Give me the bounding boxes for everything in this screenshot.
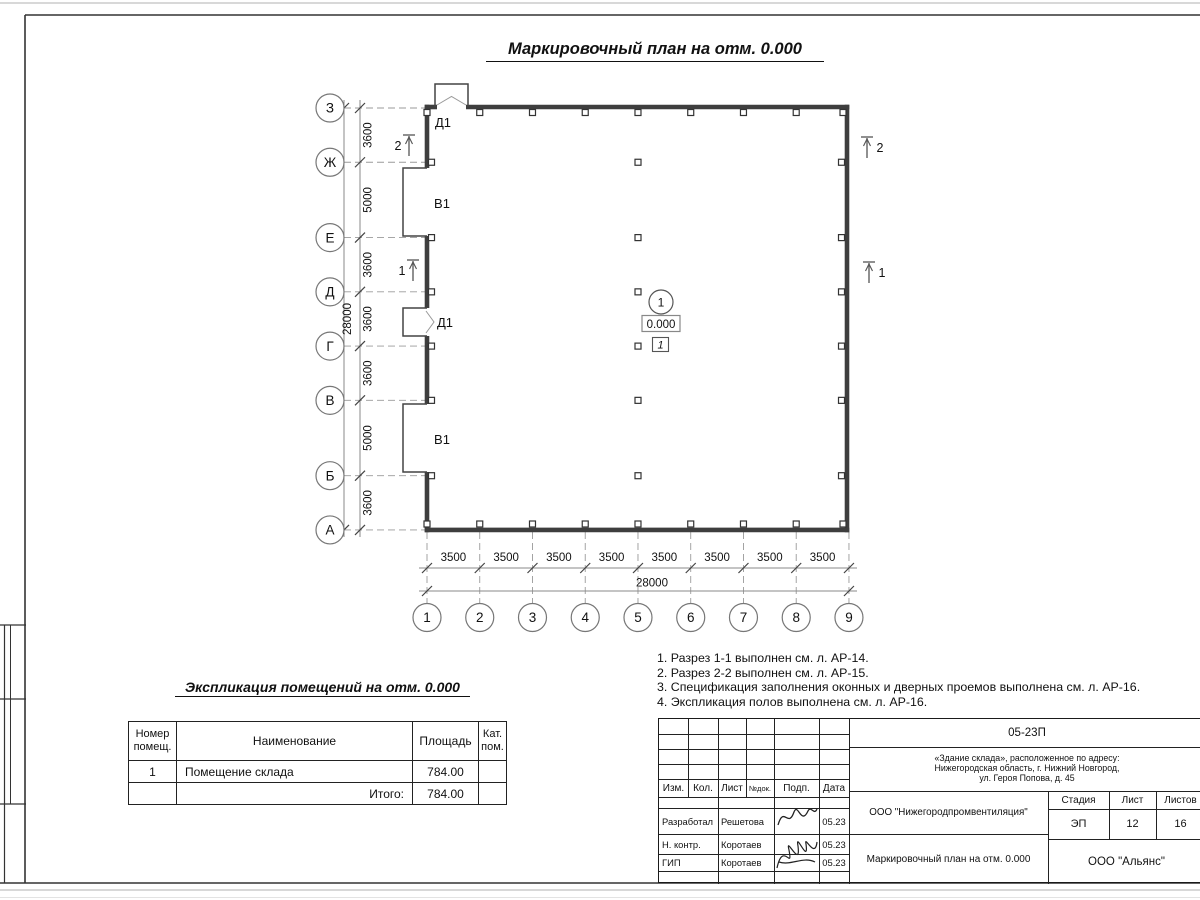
column-marker — [839, 289, 845, 295]
note-line: 1. Разрез 1-1 выполнен см. л. АР-14. — [657, 651, 869, 665]
column-marker — [635, 289, 641, 295]
schedule-header-area: Площадь — [413, 722, 479, 761]
plan-title: Маркировочный план на отм. 0.000 — [486, 40, 824, 62]
dimension-label: 3500 — [493, 552, 519, 564]
schedule-header-name: Наименование — [177, 722, 413, 761]
column-marker — [429, 397, 435, 403]
column-marker — [839, 159, 845, 165]
staff-name-gip: Коротаев — [721, 857, 762, 868]
room-schedule-table — [128, 721, 507, 805]
dimension-label: 3500 — [598, 552, 625, 564]
project-address: «Здание склада», расположенное по адресу: Нижегородская область, г. Нижний Новгород, ул. Героя Попова, д. 45 — [934, 753, 1120, 783]
opening-recess — [403, 404, 427, 472]
column-marker — [424, 110, 430, 116]
column-marker — [582, 110, 588, 116]
table-row — [129, 761, 507, 783]
opening-label: В1 — [434, 432, 450, 447]
door-leader — [437, 97, 466, 106]
total-area-cell: 784.00 — [413, 783, 479, 805]
rev-header-podp: Подп. — [783, 782, 810, 794]
opening-label: Д1 — [434, 115, 452, 130]
column-marker — [839, 343, 845, 349]
column-marker — [429, 473, 435, 479]
col-axis-label: 2 — [475, 610, 484, 625]
doc-title: Маркировочный план на отм. 0.000 — [866, 853, 1031, 865]
section-mark-label: 1 — [398, 264, 406, 278]
row-axis-label: Е — [325, 230, 335, 246]
stage-header: Стадия — [1061, 794, 1096, 806]
column-marker — [477, 521, 483, 527]
dimension-label: 3500 — [704, 552, 730, 564]
column-marker — [635, 521, 641, 527]
room-category-cell — [479, 761, 507, 783]
dimension-label: 3600 — [362, 360, 375, 387]
section-mark-label: 1 — [878, 266, 886, 280]
room-number: 1 — [657, 295, 665, 310]
column-marker — [582, 521, 588, 527]
col-axis-label: 8 — [792, 610, 800, 625]
dimension-label: 3500 — [757, 552, 783, 564]
sheet-number: 12 — [1126, 818, 1139, 830]
dimension-label: 3500 — [651, 552, 678, 564]
column-marker — [840, 521, 846, 527]
dimension-total-label: 28000 — [342, 302, 354, 335]
row-axis-label: Б — [325, 468, 335, 484]
title-block — [658, 718, 1200, 883]
elevation-value: 0.000 — [646, 318, 676, 331]
col-axis-label: 5 — [634, 610, 642, 625]
column-marker — [840, 110, 846, 116]
stage-value: ЭП — [1070, 818, 1087, 830]
column-marker — [839, 235, 845, 241]
column-marker — [839, 473, 845, 479]
staff-date-gip: 05.23 — [822, 857, 846, 868]
door-leader — [426, 311, 434, 333]
row-axis-label: В — [325, 393, 335, 409]
column-marker — [793, 110, 799, 116]
dimension-total-label: 28000 — [636, 577, 668, 590]
note-line: 4. Экспликация полов выполнена см. л. АР-16. — [657, 694, 928, 709]
staff-name-ncontr: Коротаев — [721, 838, 762, 850]
schedule-header-number: Номер помещ. — [129, 722, 177, 761]
column-marker — [635, 343, 641, 349]
col-axis-label: 1 — [423, 610, 431, 625]
opening-recess — [403, 168, 427, 236]
rev-header-data: Дата — [822, 782, 846, 794]
column-marker — [477, 110, 483, 116]
note-line: 3. Спецификация заполнения оконных и дверных проемов выполнена см. л. АР-16. — [657, 680, 1141, 695]
column-marker — [424, 521, 430, 527]
project-code: 05-23П — [1008, 727, 1046, 739]
sheet-header: Лист — [1121, 794, 1144, 806]
column-marker — [635, 110, 641, 116]
dimension-label: 3500 — [440, 552, 467, 564]
column-marker — [688, 521, 694, 527]
column-marker — [635, 235, 641, 241]
signature-approver — [771, 832, 821, 878]
opening-label: В1 — [434, 196, 450, 211]
dimension-label: 3600 — [362, 306, 375, 332]
dimension-label: 3600 — [362, 490, 375, 516]
column-marker — [688, 110, 694, 116]
dimension-label: 5000 — [362, 425, 375, 451]
rev-header-kol: Кол. — [693, 782, 713, 794]
row-axis-label: Д — [325, 284, 335, 300]
room-number-cell: 1 — [129, 761, 177, 783]
signature-developer — [775, 799, 819, 834]
dimension-label: 3500 — [809, 552, 836, 564]
opening-recess — [403, 308, 427, 336]
section-mark-label: 2 — [394, 139, 402, 153]
floor-type-value: 1 — [657, 339, 664, 352]
column-marker — [635, 473, 641, 479]
staff-role-developer: Разработал — [662, 815, 714, 827]
column-marker — [793, 521, 799, 527]
schedule-header-category: Кат. пом. — [479, 722, 507, 761]
dimension-label: 3500 — [546, 552, 572, 564]
section-mark-label: 2 — [876, 141, 884, 155]
staff-date-ncontr: 05.23 — [822, 838, 846, 850]
staff-role-ncontr: Н. контр. — [662, 838, 701, 850]
staff-name-developer: Решетова — [721, 815, 764, 827]
column-marker — [740, 521, 746, 527]
column-marker — [529, 110, 535, 116]
column-marker — [635, 159, 641, 165]
column-marker — [429, 343, 435, 349]
col-axis-label: 7 — [739, 610, 748, 625]
opening-label: Д1 — [436, 315, 454, 330]
row-axis-label: З — [325, 100, 335, 116]
dimension-label: 5000 — [362, 187, 375, 213]
sheets-header: Листов — [1164, 794, 1197, 806]
row-axis-label: Г — [326, 338, 334, 354]
note-line: 2. Разрез 2-2 выполнен см. л. АР-15. — [657, 665, 869, 680]
row-axis-label: Ж — [323, 154, 337, 170]
col-axis-label: 3 — [528, 610, 537, 625]
room-name-cell: Помещение склада — [177, 761, 413, 783]
column-marker — [429, 289, 435, 295]
schedule-title: Экспликация помещений на отм. 0.000 — [175, 679, 470, 697]
dimension-label: 3600 — [362, 122, 375, 148]
column-marker — [429, 235, 435, 241]
col-axis-label: 4 — [581, 610, 589, 625]
rev-header-list: Лист — [721, 782, 743, 794]
company-name: ООО "Альянс" — [1088, 855, 1165, 868]
room-area-cell: 784.00 — [413, 761, 479, 783]
rev-header-izm: Изм. — [662, 782, 685, 794]
staff-date-developer: 05.23 — [822, 815, 846, 827]
sheets-total: 16 — [1174, 818, 1187, 830]
column-marker — [429, 159, 435, 165]
total-label-cell: Итого: — [177, 783, 413, 805]
column-marker — [740, 110, 746, 116]
row-axis-label: А — [325, 522, 335, 538]
rev-header-ndok: №док. — [749, 783, 771, 793]
staff-role-gip: ГИП — [662, 857, 681, 868]
column-marker — [839, 397, 845, 403]
notes-block — [657, 651, 1140, 709]
dimension-label: 3600 — [362, 251, 375, 278]
table-row — [129, 783, 507, 805]
org-name: ООО "Нижегородпромвентиляция" — [869, 807, 1028, 818]
column-marker — [635, 397, 641, 403]
column-marker — [529, 521, 535, 527]
col-axis-label: 6 — [686, 610, 695, 625]
col-axis-label: 9 — [845, 610, 853, 625]
